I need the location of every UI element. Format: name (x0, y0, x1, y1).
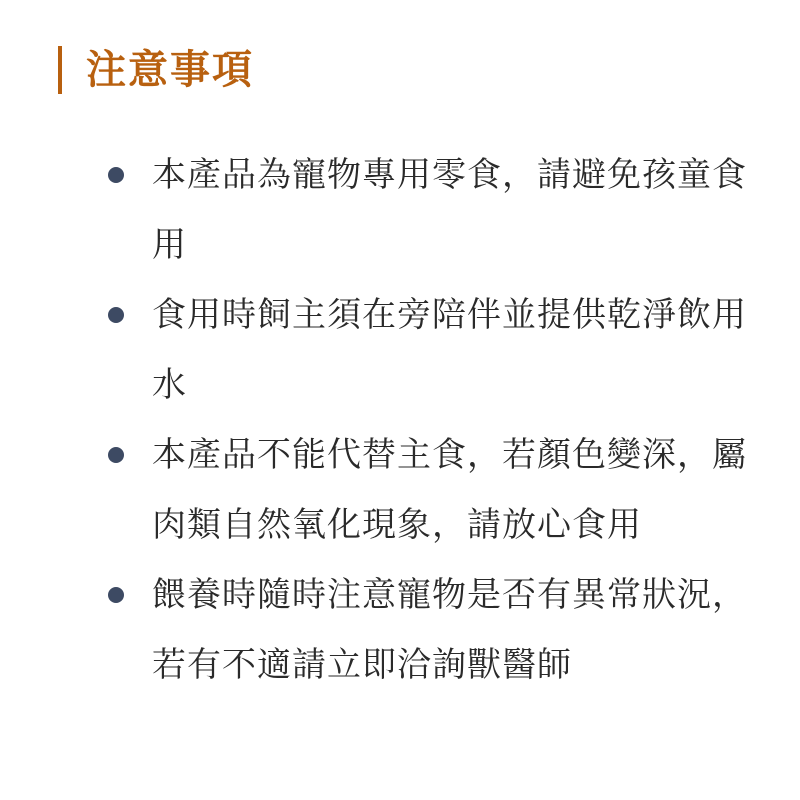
note-text: 本產品不能代替主食，若顏色變深，屬肉類自然氧化現象，請放心食用 (152, 435, 747, 545)
note-text: 本產品為寵物專用零食，請避免孩童食用 (152, 155, 747, 265)
note-item (0, 140, 800, 280)
section-header (58, 42, 254, 98)
bullet-dot-icon (108, 307, 124, 323)
notes-list (0, 140, 800, 700)
bullet-dot-icon (108, 587, 124, 603)
note-item (0, 560, 800, 700)
note-text: 食用時飼主須在旁陪伴並提供乾淨飲用水 (152, 295, 747, 405)
bullet-dot-icon (108, 167, 124, 183)
note-text: 餵養時隨時注意寵物是否有異常狀況，若有不適請立即洽詢獸醫師 (152, 575, 747, 685)
header-accent-bar (58, 46, 62, 94)
note-item (0, 420, 800, 560)
note-item (0, 280, 800, 420)
bullet-dot-icon (108, 447, 124, 463)
section-title: 注意事項 (86, 47, 254, 93)
